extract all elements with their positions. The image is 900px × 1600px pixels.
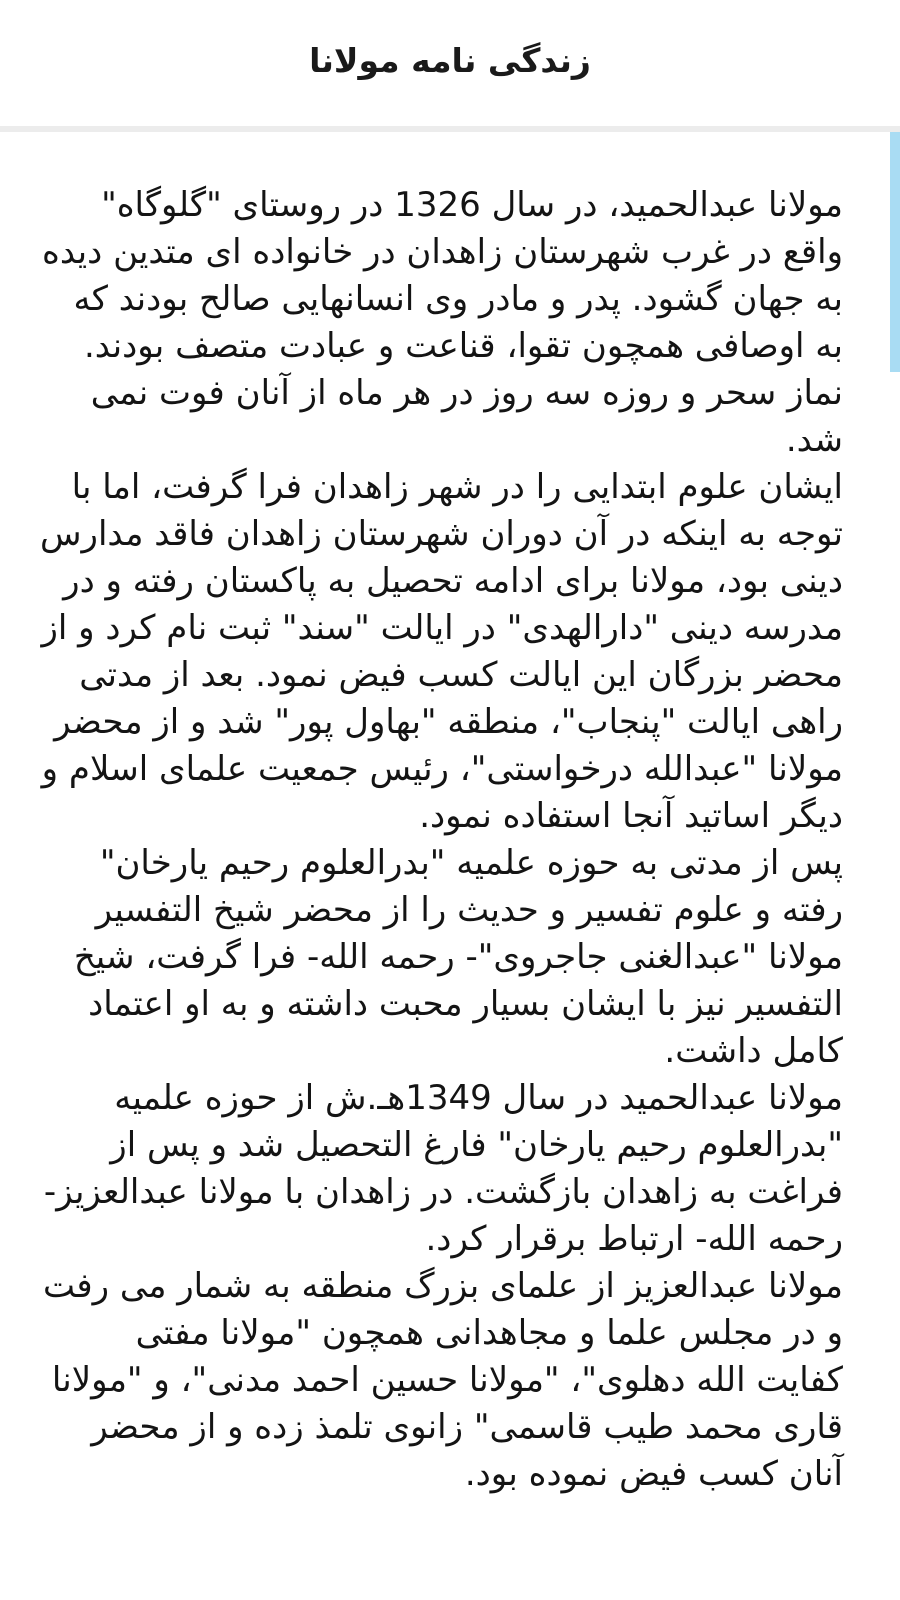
article-scroll-area[interactable] (0, 132, 900, 1600)
paragraph-birth: مولانا عبدالحمید، در سال 1326 در روستای "گلوگاه" واقع در غرب شهرستان زاهدان در خانواده ای متدین دیده به جهان گشود. پدر و مادر وی انسانهایی صالح بودند که به اوصافی همچون تقوا، قناعت و عبادت متصف بودند. نماز سحر و روزه سه روز در هر ماه از آنان فوت نمی شد. (42, 185, 843, 460)
app-header (0, 0, 900, 126)
paragraph-graduation: مولانا عبدالحمید در سال 1349هـ.ش از حوزه علمیه "بدرالعلوم رحیم یارخان" فارغ التحصیل شد و پس از فراغت به زاهدان بازگشت. در زاهدان با مولانا عبدالعزیز- رحمه الله- ارتباط برقرار کرد. (43, 1078, 843, 1259)
scrollbar[interactable] (888, 132, 900, 1600)
page-title: زندگی نامه مولانا (309, 40, 591, 80)
paragraph-mawlana-abdulaziz: مولانا عبدالعزیز از علمای بزرگ منطقه به شمار می رفت و در مجلس علما و مجاهدانی همچون "مولانا مفتی کفایت الله دهلوی"، "مولانا حسین احمد مدنی"، و "مولانا قاری محمد طیب قاسمی" زانوی تلمذ زده و از محضر آنان کسب فیض نموده بود. (43, 1266, 843, 1494)
scrollbar-thumb[interactable] (890, 132, 900, 372)
biography-article (40, 182, 843, 1498)
paragraph-hadith-studies: پس از مدتی به حوزه علمیه "بدرالعلوم رحیم یارخان" رفته و علوم تفسیر و حدیث را از محضر شیخ التفسیر مولانا "عبدالغنی جاجروی"- رحمه الله- فرا گرفت، شیخ التفسیر نیز با ایشان بسیار محبت داشته و به او اعتماد کامل داشت. (73, 843, 843, 1071)
paragraph-early-education: ایشان علوم ابتدایی را در شهر زاهدان فرا گرفت، اما با توجه به اینکه در آن دوران شهرستان زاهدان فاقد مدارس دینی بود، مولانا برای ادامه تحصیل به پاکستان رفته و در مدرسه دینی "دارالهدی" در ایالت "سند" ثبت نام کرد و از محضر بزرگان این ایالت کسب فیض نمود. بعد از مدتی راهی ایالت "پنجاب"، منطقه "بهاول پور" شد و از محضر مولانا "عبدالله درخواستی"، رئیس جمعیت علمای اسلام و دیگر اساتید آنجا استفاده نمود. (40, 467, 843, 836)
